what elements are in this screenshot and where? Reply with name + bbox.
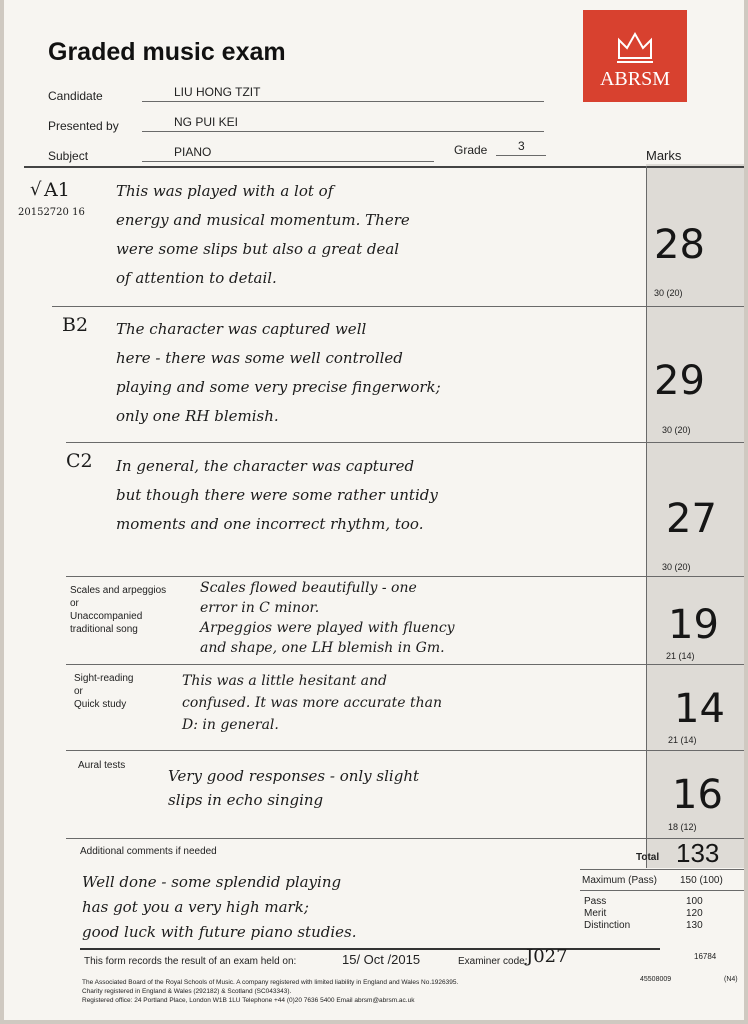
- subject-label: Subject: [48, 149, 89, 163]
- exam-held-label: This form records the result of an exam held on:: [84, 956, 297, 967]
- scales-label: Scales and arpeggios or Unaccompanied traditional song: [70, 585, 167, 635]
- result-bands-values: 100 120 130: [686, 896, 703, 931]
- aural-tests-comment: Very good responses - only slight slips in echo singing: [168, 767, 420, 809]
- section-b2-id: B2: [62, 314, 89, 336]
- section-b2-comment: The character was captured well here - there was some well controlled playing and some very precise fingerwork; only one RH blemish.: [116, 320, 441, 425]
- additional-comment: Well done - some splendid playing has got you a very high mark; good luck with future piano studies.: [82, 873, 357, 941]
- grade-label: Grade: [454, 143, 488, 157]
- grade-value: 3: [518, 139, 525, 153]
- section-a1-id: A1: [44, 179, 70, 201]
- subject-value: PIANO: [174, 145, 212, 159]
- aural-tests-mark: 16: [672, 772, 723, 818]
- abrsm-logo: [583, 10, 687, 102]
- candidate-value: LIU HONG TZIT: [174, 85, 261, 99]
- result-bands-labels: Pass Merit Distinction: [584, 896, 631, 931]
- form-title: Graded music exam: [48, 38, 286, 66]
- sight-reading-max: 21 (14): [668, 735, 697, 745]
- section-a1-ref: 20152720 16: [18, 207, 85, 218]
- section-c2-comment: In general, the character was captured but though there were some rather untidy moments and one incorrect rhythm, too.: [116, 457, 438, 533]
- aural-tests-label: Aural tests: [78, 760, 126, 771]
- logo-text: ABRSM: [599, 68, 671, 90]
- maximum-pass-value: 150 (100): [680, 875, 723, 886]
- scales-mark: 19: [668, 602, 719, 648]
- section-a1-max: 30 (20): [654, 288, 683, 298]
- section-c2-max: 30 (20): [662, 562, 691, 572]
- section-a1-mark: 28: [654, 222, 705, 268]
- presented-by-value: NG PUI KEI: [174, 115, 239, 129]
- maximum-pass-label: Maximum (Pass): [582, 875, 658, 886]
- sight-reading-label: Sight-reading or Quick study: [74, 673, 134, 710]
- marks-header: Marks: [646, 148, 682, 163]
- section-c2-mark: 27: [666, 496, 717, 542]
- scales-comment: Scales flowed beautifully - one error in C minor. Arpeggios were played with fluency and shape, one LH blemish in Gm.: [200, 580, 455, 656]
- form-code: (N4): [724, 976, 738, 983]
- exam-report-sheet: [4, 0, 744, 1020]
- sight-reading-comment: This was a little hesitant and confused. It was more accurate than D: in general.: [182, 673, 442, 733]
- presented-by-label: Presented by: [48, 119, 119, 133]
- section-a1-comment: This was played with a lot of energy and musical momentum. There were some slips but also a great deal of attention to detail.: [116, 182, 410, 287]
- examiner-code-label: Examiner code:: [458, 956, 528, 967]
- barcode-number: 45508009: [640, 976, 672, 983]
- section-b2-mark: 29: [654, 358, 705, 404]
- exam-date: 15/ Oct /2015: [342, 952, 421, 967]
- section-a1-checkmark: √: [30, 179, 42, 200]
- candidate-label: Candidate: [48, 89, 103, 103]
- section-b2-max: 30 (20): [662, 425, 691, 435]
- sight-reading-mark: 14: [674, 686, 725, 732]
- examiner-code: J027: [526, 946, 568, 967]
- total-value: 133: [676, 838, 720, 868]
- legal-text: The Associated Board of the Royal Schools of Music. A company registered with limited liability in England and Wales No.1926395. Charity registered in England & Wales (292182) & Scotland (SC043343). Registered office: 24 Portland Place, London W1B 1LU Telephone +44 (0)20 7636 5400 Email abrsm@abrsm.ac.uk: [82, 979, 459, 1004]
- form-number: 16784: [694, 952, 717, 961]
- additional-comments-label: Additional comments if needed: [80, 846, 217, 857]
- scales-max: 21 (14): [666, 651, 695, 661]
- total-label: Total: [636, 852, 660, 863]
- aural-tests-max: 18 (12): [668, 822, 697, 832]
- section-c2-id: C2: [66, 450, 93, 472]
